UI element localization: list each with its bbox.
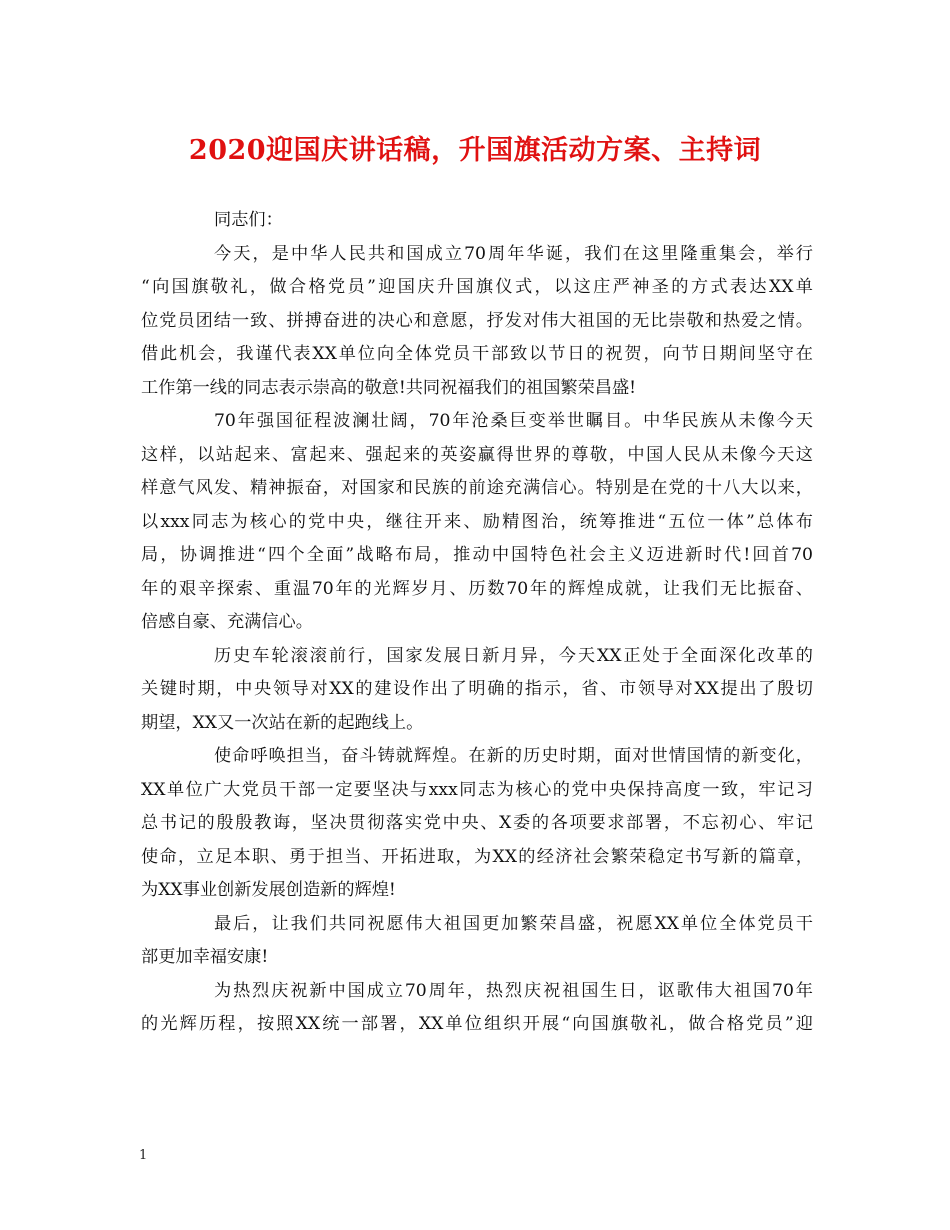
body-line: 以xxx同志为核心的党中央，继往开来、励精图治，统筹推进“五位一体”总体布 (141, 511, 813, 532)
body-line: XX单位广大党员干部一定要坚决与xxx同志为核心的党中央保持高度一致，牢记习 (141, 779, 813, 800)
page-number: 1 (139, 1148, 148, 1163)
body-line: 这样，以站起来、富起来、强起来的英姿赢得世界的尊敬，中国人民从未像今天这 (141, 444, 813, 465)
body-line: 部更加幸福安康! (141, 947, 269, 967)
body-line: 总书记的殷殷教诲，坚决贯彻落实党中央、X委的各项要求部署，不忘初心、牢记 (141, 813, 813, 833)
body-line: 样意气风发、精神振奋，对国家和民族的前途充满信心。特别是在党的十八大以来， (141, 478, 813, 498)
body-line: 今天，是中华人民共和国成立70周年华诞，我们在这里隆重集会，举行 (214, 243, 813, 264)
body-line: 为XX事业创新发展创造新的辉煌! (141, 880, 396, 900)
body-line: 借此机会，我谨代表XX单位向全体党员干部致以节日的祝贺，向节日期间坚守在 (141, 344, 813, 364)
body-line: 的光辉历程，按照XX统一部署，XX单位组织开展“向国旗敬礼，做合格党员”迎 (141, 1014, 813, 1034)
body-line: 使命，立足本职、勇于担当、开拓进取，为XX的经济社会繁荣稳定书写新的篇章， (141, 846, 813, 867)
body-line: 最后，让我们共同祝愿伟大祖国更加繁荣昌盛，祝愿XX单位全体党员干 (214, 913, 813, 934)
greeting-line: 同志们： (214, 210, 283, 230)
body-line: 年的艰辛探索、重温70年的光辉岁月、历数70年的辉煌成就，让我们无比振奋、 (141, 578, 813, 599)
body-line: “向国旗敬礼，做合格党员”迎国庆升国旗仪式，以这庄严神圣的方式表达XX单 (141, 277, 813, 297)
body-line: 为热烈庆祝新中国成立70周年，热烈庆祝祖国生日，讴歌伟大祖国70年 (214, 980, 813, 1001)
document-body (141, 204, 813, 1042)
body-line: 局，协调推进“四个全面”战略布局，推动中国特色社会主义迈进新时代!回首70 (141, 545, 813, 565)
body-line: 70年强国征程波澜壮阔，70年沧桑巨变举世瞩目。中华民族从未像今天 (214, 411, 813, 431)
body-line: 工作第一线的同志表示崇高的敬意!共同祝福我们的祖国繁荣昌盛! (141, 377, 637, 398)
body-line: 关键时期，中央领导对XX的建设作出了明确的指示，省、市领导对XX提出了殷切 (141, 679, 813, 699)
body-line: 倍感自豪、充满信心。 (141, 612, 313, 632)
body-line: 期望，XX又一次站在新的起跑线上。 (141, 712, 424, 733)
body-line: 历史车轮滚滚前行，国家发展日新月异，今天XX正处于全面深化改革的 (214, 645, 813, 666)
document-title: 2020迎国庆讲话稿，升国旗活动方案、主持词 (188, 135, 762, 166)
body-line: 使命呼唤担当，奋斗铸就辉煌。在新的历史时期，面对世情国情的新变化， (214, 746, 813, 766)
body-line: 位党员团结一致、拼搏奋进的决心和意愿，抒发对伟大祖国的无比崇敬和热爱之情。 (141, 310, 813, 331)
